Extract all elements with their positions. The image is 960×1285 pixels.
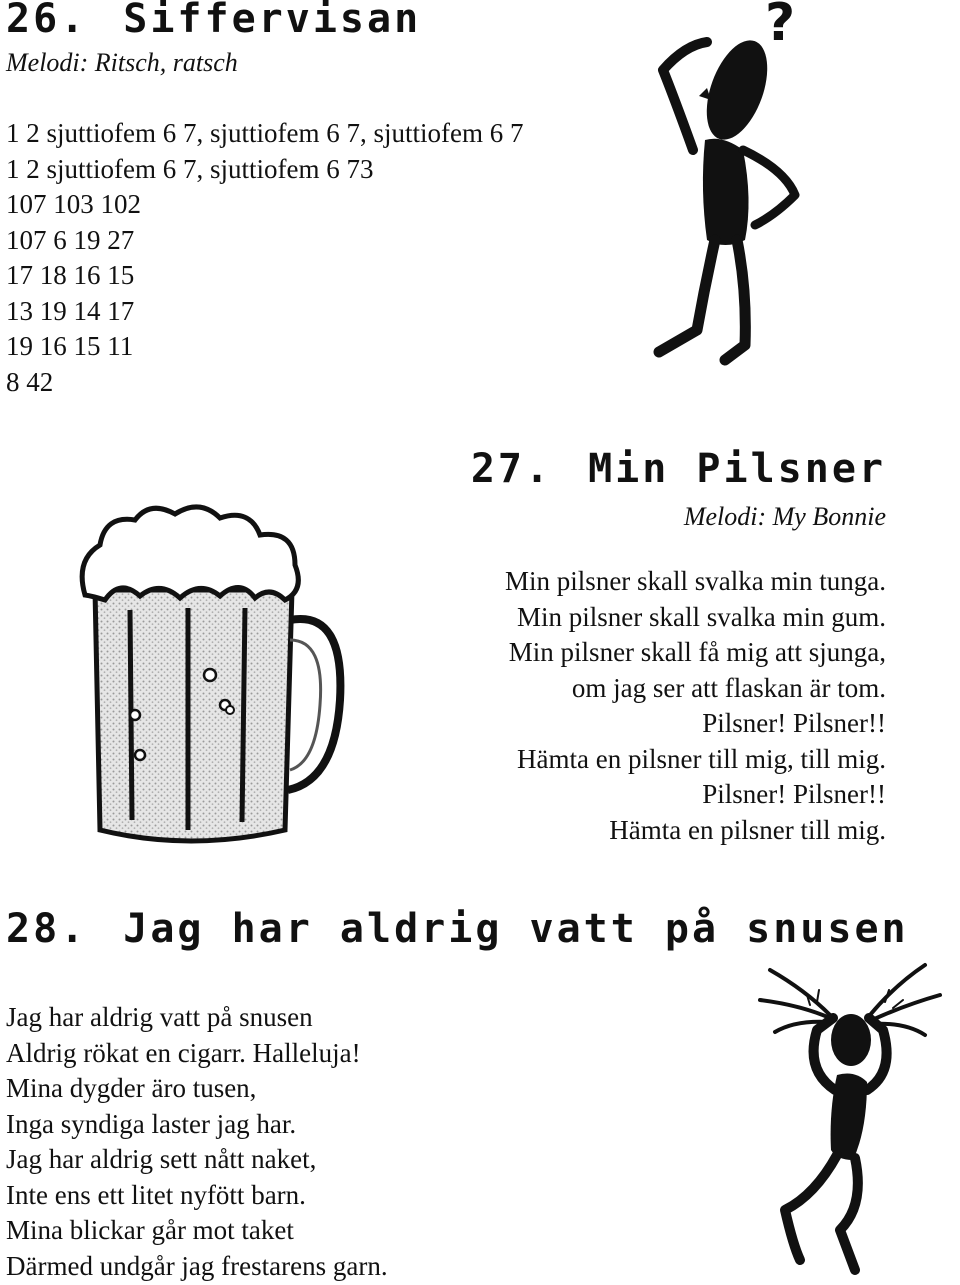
lyric-line: 13 19 14 17 [6, 295, 135, 326]
thinking-stick-figure-icon [645, 0, 815, 375]
song-name: Min Pilsner [588, 446, 886, 492]
song-26-title [6, 0, 421, 42]
frustrated-stick-figure-icon [745, 960, 945, 1280]
lyric-line: Mina dygder äro tusen, [6, 1073, 257, 1103]
song-number: 28. [6, 906, 88, 952]
lyric-line: Pilsner! Pilsner!! [702, 708, 886, 738]
beer-mug-icon [70, 500, 350, 870]
song-26-melody: Melodi: Ritsch, ratsch [6, 48, 238, 77]
lyric-line: Jag har aldrig vatt på snusen [6, 1002, 313, 1032]
lyric-line: 8 42 [6, 366, 54, 397]
lyric-line: Inga syndiga laster jag har. [6, 1108, 297, 1139]
lyric-line: Aldrig rökat en cigarr. Halleluja! [6, 1037, 361, 1068]
lyric-line: Min pilsner skall svalka min tunga. [505, 566, 886, 596]
lyric-line: 1 2 sjuttiofem 6 7, sjuttiofem 6 7, sjuttiofem 6 7 [6, 118, 524, 148]
song-number: 27. [470, 446, 553, 492]
song-28-lyrics [6, 1000, 388, 1284]
lyric-line: om jag ser att flaskan är tom. [571, 672, 886, 703]
lyric-line: Pilsner! Pilsner!! [702, 779, 886, 809]
lyric-line: 17 18 16 15 [6, 260, 135, 290]
lyric-line: 107 103 102 [6, 189, 141, 219]
lyric-line: Min pilsner skall få mig att sjunga, [508, 637, 886, 667]
lyric-line: Hämta en pilsner till mig, till mig. [517, 743, 886, 774]
song-27-melody: Melodi: My Bonnie [683, 502, 886, 531]
song-number: 26. [6, 0, 88, 42]
lyric-line: Därmed undgår jag frestarens garn. [6, 1250, 388, 1281]
lyric-line: 19 16 15 11 [6, 331, 134, 361]
question-mark-icon: ? [765, 0, 796, 53]
lyric-line: Min pilsner skall svalka min gum. [517, 601, 886, 632]
lyric-line: Inte ens ett litet nyfött barn. [6, 1179, 306, 1210]
song-name: Jag har aldrig vatt på snusen [123, 906, 909, 952]
song-27-title [471, 446, 886, 492]
lyric-line: Mina blickar går mot taket [6, 1215, 294, 1245]
song-name: Siffervisan [123, 0, 422, 42]
lyric-line: Jag har aldrig sett nått naket, [6, 1144, 317, 1174]
song-27-lyrics [505, 564, 886, 848]
song-28-title [6, 906, 909, 952]
lyric-line: 1 2 sjuttiofem 6 7, sjuttiofem 6 73 [6, 153, 374, 184]
lyric-line: Hämta en pilsner till mig. [609, 814, 886, 845]
lyric-line: 107 6 19 27 [6, 224, 135, 255]
song-26-lyrics [6, 116, 523, 400]
